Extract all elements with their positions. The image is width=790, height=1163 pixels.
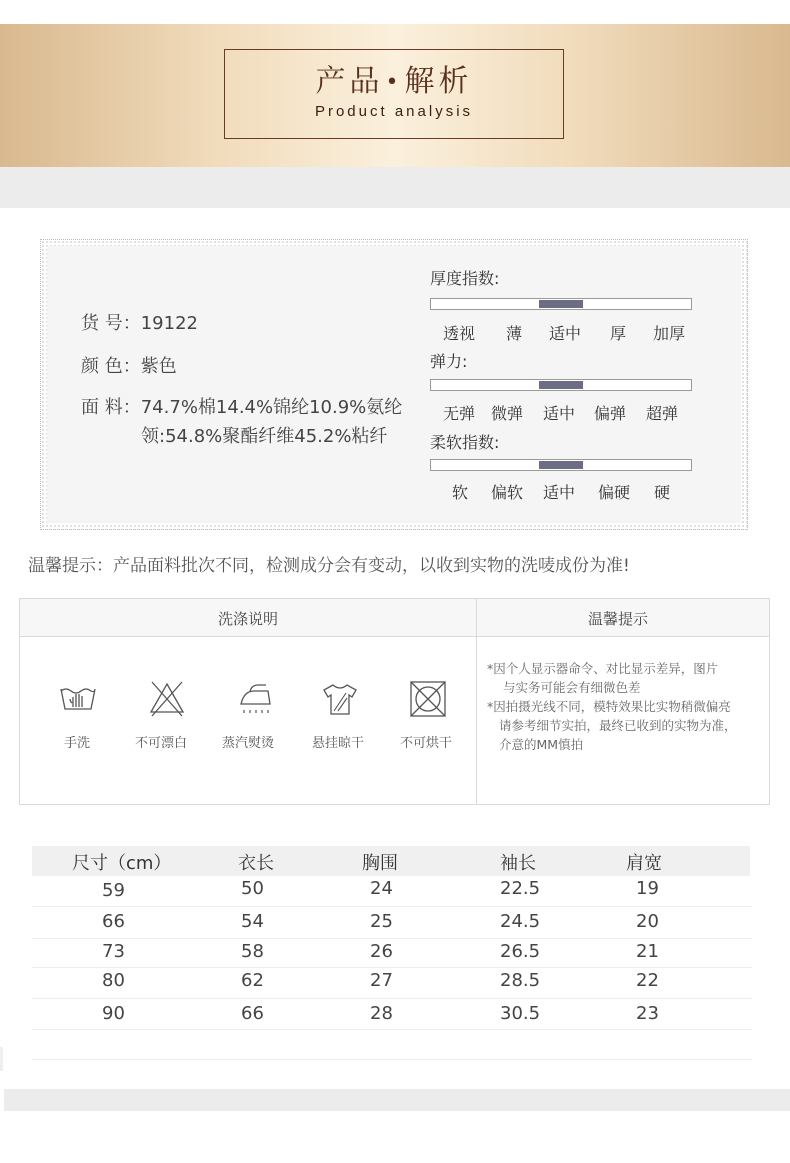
separator-strip <box>0 167 790 208</box>
care-label-steam-iron: 蒸汽熨烫 <box>222 736 275 751</box>
elasticity-option: 超弹 <box>646 404 679 423</box>
elasticity-scale-marker <box>539 381 583 389</box>
title-right: 解析 <box>404 64 473 99</box>
hang-dry-icon <box>320 679 360 719</box>
size-cell: 26 <box>370 941 393 962</box>
edge-mark <box>0 1047 3 1071</box>
title-dot: • <box>385 69 403 95</box>
size-cell: 73 <box>102 941 125 962</box>
thickness-option: 厚 <box>610 324 627 343</box>
product-code-row <box>81 309 198 335</box>
care-label-no-tumble-dry: 不可烘干 <box>400 736 453 751</box>
care-table-header <box>20 599 769 637</box>
analysis-panel-inner <box>47 246 741 523</box>
size-cell: 23 <box>636 1003 659 1024</box>
size-cell: 54 <box>241 911 264 932</box>
size-cell: 90 <box>102 1003 125 1024</box>
care-tip-line: *因拍摄光线不同，模特效果比实物稍微偏亮 <box>487 699 731 714</box>
product-color-label: 颜 色： <box>81 356 141 377</box>
softness-scale-bar <box>430 459 692 471</box>
size-cell: 80 <box>102 970 125 991</box>
thickness-option: 薄 <box>506 324 523 343</box>
size-header-size: 尺寸（cm） <box>72 853 172 874</box>
care-tip-line: *因个人显示器命令、对比显示差异，图片 <box>487 661 719 676</box>
size-cell: 22 <box>636 970 659 991</box>
analysis-panel <box>40 239 748 530</box>
page-title <box>225 64 563 101</box>
no-tumble-dry-icon <box>408 679 448 719</box>
care-label-hang-dry: 悬挂晾干 <box>312 736 365 751</box>
hand-wash-icon <box>58 679 98 719</box>
product-fabric-label: 面 料： <box>81 397 141 418</box>
size-cell: 24.5 <box>500 911 541 932</box>
size-cell: 28.5 <box>500 970 541 991</box>
size-cell: 26.5 <box>500 941 541 962</box>
footer-strip <box>4 1089 790 1111</box>
softness-option: 偏硬 <box>598 483 631 502</box>
size-cell: 21 <box>636 941 659 962</box>
steam-iron-icon <box>236 679 276 719</box>
care-label-no-bleach: 不可漂白 <box>135 736 188 751</box>
product-code-label: 货 号： <box>81 313 141 334</box>
thickness-title: 厚度指数: <box>430 269 500 288</box>
elasticity-option: 偏弹 <box>594 404 627 423</box>
care-tip-line: 请参考细节实拍，最终已收到的实物为准， <box>499 718 737 733</box>
elasticity-option-selected: 适中 <box>543 404 576 423</box>
size-cell: 19 <box>636 878 659 899</box>
care-tips <box>487 659 767 754</box>
softness-title: 柔软指数: <box>430 433 500 452</box>
no-bleach-icon <box>147 679 187 719</box>
row-divider <box>32 998 752 999</box>
product-color-value: 紫色 <box>140 356 177 377</box>
size-cell: 66 <box>241 1003 264 1024</box>
care-table-divider <box>476 599 477 804</box>
thickness-scale-marker <box>539 300 583 308</box>
size-cell: 30.5 <box>500 1003 541 1024</box>
elasticity-title: 弹力: <box>430 352 468 371</box>
size-cell: 20 <box>636 911 659 932</box>
thickness-scale-bar <box>430 298 692 310</box>
size-cell: 28 <box>370 1003 393 1024</box>
softness-option: 硬 <box>654 483 671 502</box>
warm-notice: 温馨提示：产品面料批次不同，检测成分会有变动，以收到实物的洗唛成份为准! <box>28 556 630 576</box>
size-cell: 66 <box>102 911 125 932</box>
size-cell: 27 <box>370 970 393 991</box>
size-cell: 59 <box>102 880 125 901</box>
softness-option: 软 <box>452 483 469 502</box>
row-divider <box>32 1059 752 1060</box>
product-collar-row <box>141 422 387 448</box>
size-cell: 50 <box>241 878 264 899</box>
softness-option: 偏软 <box>491 483 524 502</box>
size-cell: 24 <box>370 878 393 899</box>
care-heading-left: 洗涤说明 <box>218 610 279 628</box>
thickness-option-selected: 适中 <box>549 324 582 343</box>
elasticity-option: 微弹 <box>491 404 524 423</box>
thickness-option: 透视 <box>443 324 476 343</box>
header-title-box <box>224 49 564 139</box>
row-divider <box>32 906 752 907</box>
care-heading-right: 温馨提示 <box>588 610 649 628</box>
size-cell: 25 <box>370 911 393 932</box>
size-header-chest: 胸围 <box>362 853 398 874</box>
care-tip-line: 介意的MM慎拍 <box>499 737 584 752</box>
row-divider <box>32 967 752 968</box>
row-divider <box>32 938 752 939</box>
size-cell: 58 <box>241 941 264 962</box>
product-fabric-row <box>81 393 402 419</box>
size-cell: 22.5 <box>500 878 541 899</box>
page-subtitle: Product analysis <box>314 102 474 120</box>
size-header-shoulder: 肩宽 <box>626 853 662 874</box>
size-cell: 62 <box>241 970 264 991</box>
care-tip-line: 与实务可能会有细微色差 <box>503 680 641 695</box>
softness-option-selected: 适中 <box>543 483 576 502</box>
header-banner <box>0 24 790 167</box>
product-collar-value: 领:54.8%聚酯纤维45.2%粘纤 <box>141 426 388 447</box>
title-left: 产品 <box>315 64 384 99</box>
product-code-value: 19122 <box>140 313 198 334</box>
elasticity-scale-bar <box>430 379 692 391</box>
thickness-option: 加厚 <box>653 324 686 343</box>
row-divider <box>32 1029 752 1030</box>
size-header-sleeve: 袖长 <box>500 853 536 874</box>
size-header-length: 衣长 <box>238 853 274 874</box>
care-label-hand-wash: 手洗 <box>64 736 91 751</box>
softness-scale-marker <box>539 461 583 469</box>
elasticity-option: 无弹 <box>443 404 476 423</box>
product-fabric-value: 74.7%棉14.4%锦纶10.9%氨纶 <box>140 397 403 418</box>
product-color-row <box>81 352 177 378</box>
care-table <box>19 598 770 805</box>
